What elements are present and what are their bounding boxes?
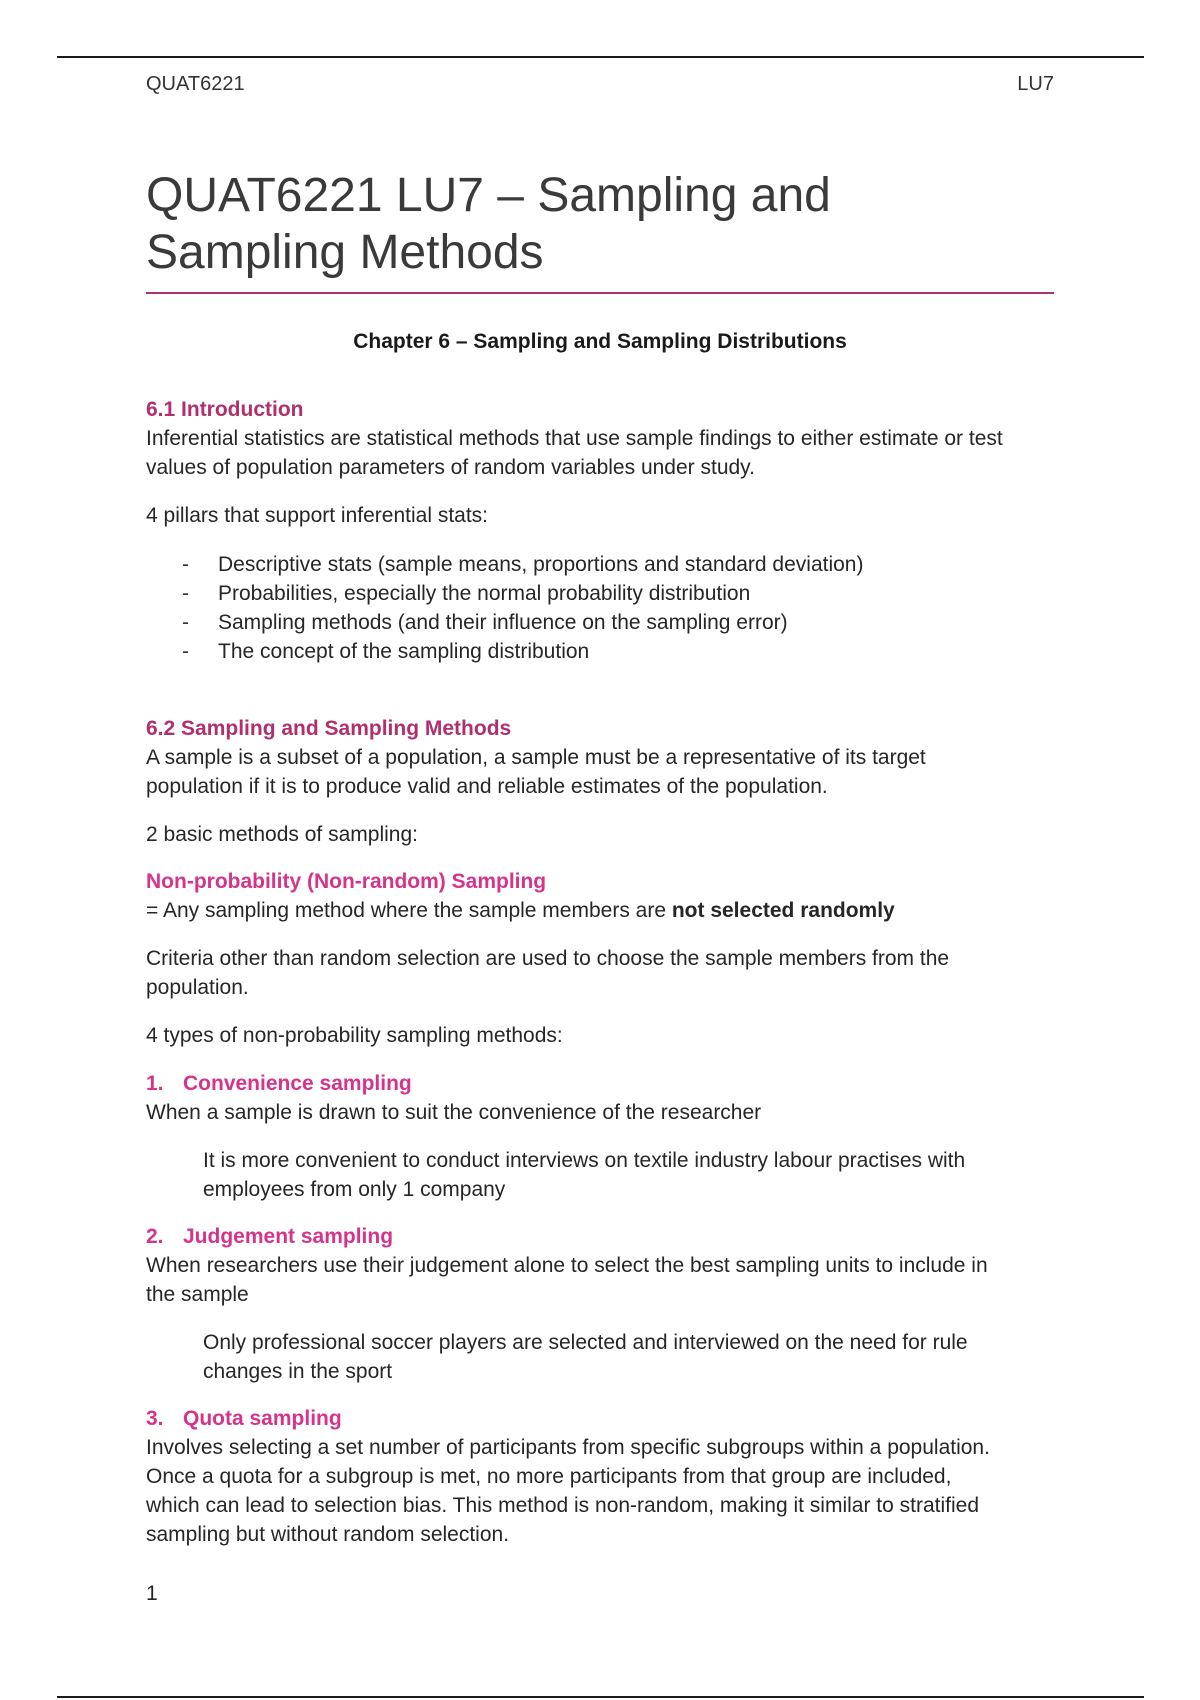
list-item: - Descriptive stats (sample means, proportions and standard deviation)	[182, 550, 1054, 579]
document-body	[146, 357, 1054, 1608]
pillars-list	[146, 550, 1054, 666]
type-name: Judgement sampling	[183, 1225, 394, 1248]
nonprobability-definition	[146, 896, 1054, 925]
type-number: 1.	[146, 1072, 164, 1095]
title-line-2: Sampling Methods	[146, 226, 544, 279]
sample-definition-paragraph	[146, 743, 1054, 801]
description-line: the sample	[146, 1283, 249, 1306]
criteria-paragraph	[146, 944, 1054, 1002]
example-line: employees from only 1 company	[203, 1178, 506, 1201]
document-title	[146, 167, 1054, 281]
nonprobability-heading: Non-probability (Non-random) Sampling	[146, 870, 547, 893]
description-line: Involves selecting a set number of participants from specific subgroups within a population.	[146, 1436, 990, 1459]
list-item: - The concept of the sampling distribution	[182, 637, 1054, 666]
example-line: changes in the sport	[203, 1360, 393, 1383]
description-line: which can lead to selection bias. This method is non-random, making it similar to stratified	[146, 1494, 979, 1517]
type-number: 3.	[146, 1407, 164, 1430]
description-line: When researchers use their judgement alone to select the best sampling units to include in	[146, 1254, 988, 1277]
definition-text: = Any sampling method where the sample members are	[146, 899, 672, 922]
sample-definition-line-1: A sample is a subset of a population, a sample must be a representative of its target	[146, 746, 926, 769]
section-heading-sampling-methods: 6.2 Sampling and Sampling Methods	[146, 717, 512, 740]
type-description	[146, 1433, 1054, 1549]
type-description: When a sample is drawn to suit the convenience of the researcher	[146, 1101, 762, 1124]
header-course-code: QUAT6221	[146, 73, 245, 95]
type-example	[146, 1146, 1054, 1204]
header-unit: LU7	[1017, 73, 1054, 95]
sample-definition-line-2: population if it is to produce valid and reliable estimates of the population.	[146, 775, 828, 798]
type-name: Quota sampling	[183, 1407, 342, 1430]
intro-line-1: Inferential statistics are statistical methods that use sample findings to either estimate or test	[146, 427, 1003, 450]
type-example	[146, 1328, 1054, 1386]
type-name: Convenience sampling	[183, 1072, 412, 1095]
basic-methods-text: 2 basic methods of sampling:	[146, 823, 418, 846]
title-line-1: QUAT6221 LU7 – Sampling and	[146, 169, 831, 222]
type-heading-judgement	[146, 1223, 1054, 1251]
type-number: 2.	[146, 1225, 164, 1248]
list-item: - Probabilities, especially the normal probability distribution	[182, 579, 1054, 608]
header-rule	[57, 56, 1144, 58]
section-heading-introduction: 6.1 Introduction	[146, 398, 304, 421]
definition-emphasis: not selected randomly	[671, 899, 895, 922]
types-intro: 4 types of non-probability sampling methods:	[146, 1024, 563, 1047]
type-description	[146, 1251, 1054, 1309]
description-line: Once a quota for a subgroup is met, no more participants from that group are included,	[146, 1465, 952, 1488]
intro-line-2: values of population parameters of random variables under study.	[146, 456, 755, 479]
type-heading-quota	[146, 1405, 1054, 1433]
pillars-intro: 4 pillars that support inferential stats:	[146, 504, 489, 527]
intro-paragraph	[146, 424, 1054, 482]
criteria-line-1: Criteria other than random selection are used to choose the sample members from the	[146, 947, 950, 970]
chapter-heading: Chapter 6 – Sampling and Sampling Distributions	[353, 330, 847, 353]
example-line: Only professional soccer players are selected and interviewed on the need for rule	[203, 1331, 968, 1354]
page-header	[146, 64, 1054, 104]
document-page	[146, 64, 1054, 1608]
footer-rule	[57, 1696, 1144, 1698]
list-item: - Sampling methods (and their influence on the sampling error)	[182, 608, 1054, 637]
page-number: 1	[146, 1582, 158, 1605]
title-underline	[146, 292, 1054, 294]
criteria-line-2: population.	[146, 976, 249, 999]
description-line: sampling but without random selection.	[146, 1523, 510, 1546]
example-line: It is more convenient to conduct interviews on textile industry labour practises with	[203, 1149, 966, 1172]
type-heading-convenience	[146, 1070, 1054, 1098]
